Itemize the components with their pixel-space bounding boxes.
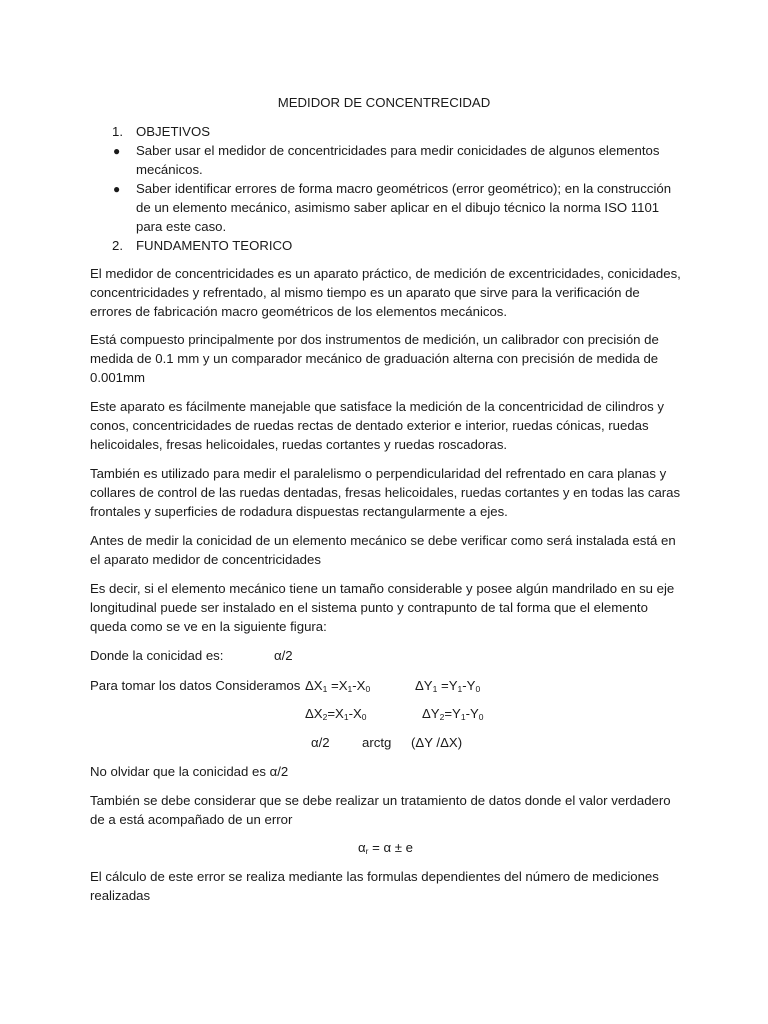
- equation-ratio: (ΔY /ΔX): [411, 735, 463, 750]
- conicidad-value: α/2: [274, 648, 293, 663]
- section-1-number: 1.: [112, 124, 123, 139]
- section-2-number: 2.: [112, 238, 123, 253]
- equation-delta-x1: $\Delta X_1 =X_1-X_0$: [305, 678, 371, 694]
- paragraph: El medidor de concentricidades es un aparato práctico, de medición de excentricidades, conicidades, concentricidades y refrentado, al mismo tiempo es un aparato que sirve para la verificación de errores de fabricación macro geométricos de los elementos mecánicos.: [90, 266, 681, 319]
- objective-item: Saber usar el medidor de concentricidades para medir conicidades de algunos elementos mecánicos.: [136, 143, 660, 177]
- equation-delta-y1: $\Delta Y_1 =Y_1-Y_0$: [415, 678, 481, 694]
- paragraph: El cálculo de este error se realiza mediante las formulas dependientes del número de mediciones realizadas: [90, 869, 659, 903]
- paragraph: También se debe considerar que se debe realizar un tratamiento de datos donde el valor verdadero de a está acompañado de un error: [90, 793, 671, 827]
- section-2-heading: FUNDAMENTO TEORICO: [136, 238, 293, 253]
- paragraph: Este aparato es fácilmente manejable que satisface la medición de la concentricidad de cilindros y conos, concentricidades de ruedas rectas de dentado exterior e interior, ruedas cónicas, ruedas helicoidales, fresas helicoidales, ruedas cortantes y ruedas roscadoras.: [90, 399, 664, 452]
- objective-item: Saber identificar errores de forma macro geométricos (error geométrico); en la construcción de un elemento mecánico, asimismo saber aplicar en el dibujo técnico la norma ISO 1101 para este caso.: [136, 181, 672, 234]
- conicidad-label: Donde la conicidad es:: [90, 648, 224, 663]
- section-1-heading: OBJETIVOS: [136, 124, 211, 139]
- paragraph: No olvidar que la conicidad es α/2: [90, 764, 289, 779]
- datos-label: Para tomar los datos Consideramos: [90, 678, 301, 693]
- paragraph: También es utilizado para medir el paralelismo o perpendicularidad del refrentado en cara planas y collares de control de las ruedas dentadas, fresas helicoidales, ruedas cortantes y en todas las caras frontales y superficies de rodadura dispuestas rectangularmente a ejes.: [90, 466, 681, 519]
- error-formula: $\alpha_r = \alpha \pm e$: [358, 840, 414, 856]
- paragraph: Es decir, si el elemento mecánico tiene un tamaño considerable y posee algún mandrilado en su eje longitudinal puede ser instalado en el sistema punto y contrapunto de tal forma que el elemento queda como se ve en la siguiente figura:: [90, 581, 675, 634]
- document-title: MEDIDOR DE CONCENTRECIDAD: [277, 95, 491, 110]
- paragraph: Está compuesto principalmente por dos instrumentos de medición, un calibrador con precisión de medida de 0.1 mm y un comparador mecánico de graduación alterna con precisión de medida de 0.001mm: [90, 332, 659, 385]
- equation-delta-y2: $\Delta Y_2=Y_1-Y_0$: [422, 706, 484, 722]
- paragraph: Antes de medir la conicidad de un elemento mecánico se debe verificar como será instalada está en el aparato medidor de concentricidades: [90, 533, 676, 567]
- bullet-icon: ●: [113, 182, 121, 196]
- equation-arctg: arctg: [362, 735, 392, 750]
- equation-alpha: α/2: [311, 735, 330, 750]
- equation-delta-x2: $\Delta X_2=X_1-X_0$: [305, 706, 367, 722]
- bullet-icon: ●: [113, 144, 121, 158]
